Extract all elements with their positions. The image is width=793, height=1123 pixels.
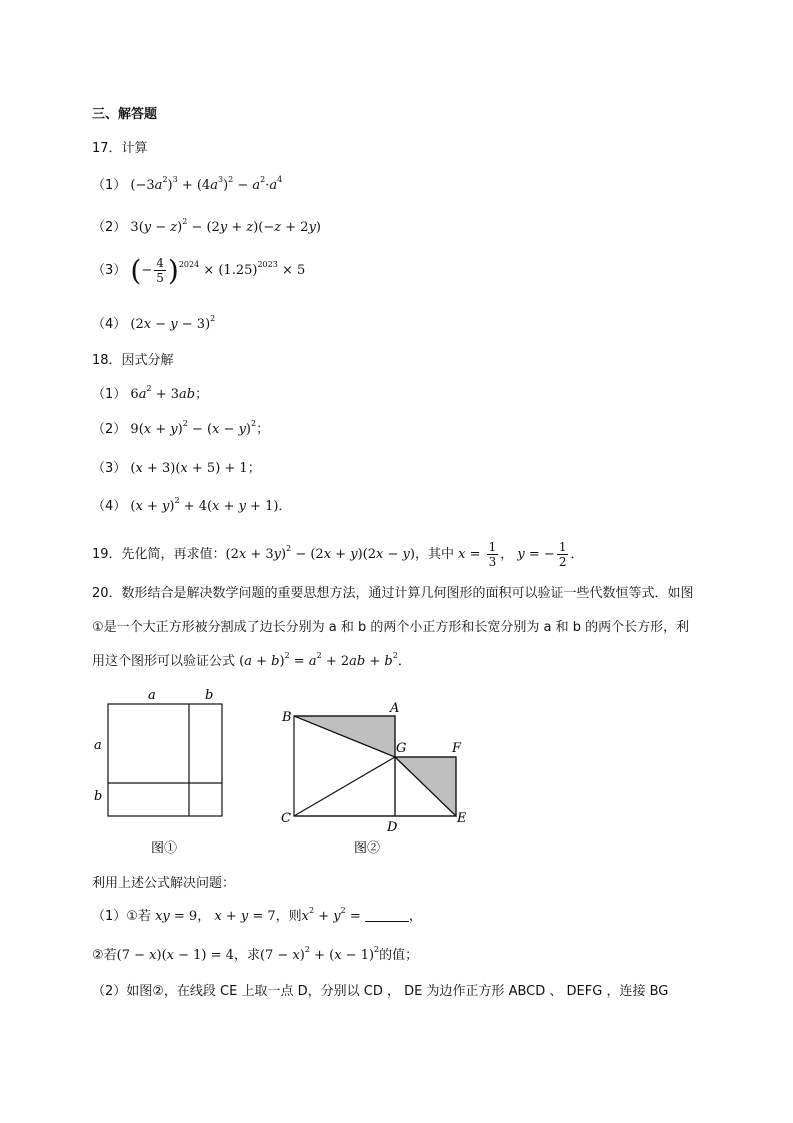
q20-use-formula: 利用上述公式解决问题： bbox=[92, 876, 236, 891]
q20-sub1-answer-blank bbox=[365, 909, 409, 922]
fig1-caption: 图① bbox=[151, 841, 178, 856]
q18-item-3-number: （3） bbox=[92, 461, 127, 476]
q20-sub1-mid: ，则 bbox=[275, 909, 302, 924]
q17-item-3 bbox=[92, 254, 305, 287]
fig2-label-g: G bbox=[396, 741, 407, 756]
fig1-label-top-b: b bbox=[205, 688, 214, 703]
q19-values: x = $\frac{1}{3}$ ， y = − $\frac{1}{2}$ bbox=[458, 540, 567, 569]
q17-item-3-expr: (− $\frac{4}{5}$ )$^{2024} \times (1.25)^{2023} \times 5$ bbox=[130, 254, 306, 287]
q20-sub1b-prefix: ②若 bbox=[92, 948, 117, 963]
q20-sub1b-given: (7 − x)(x − 1) = 4 bbox=[116, 948, 234, 963]
q17-item-2 bbox=[92, 216, 321, 235]
q20-sub1-end: ， bbox=[408, 909, 422, 924]
fig1-label-left-b: b bbox=[94, 789, 103, 804]
q17-item-4-expr: $(2x - y - 3)^2$ bbox=[130, 314, 216, 332]
q18-item-1-expr: $6a^2 + 3ab$； bbox=[130, 384, 209, 402]
q18-item-1 bbox=[92, 383, 208, 402]
q20-paragraph: 20．数形结合是解决数学问题的重要思想方法，通过计算几何图形的面积可以验证一些代数恒等式．如图①是一个大正方形被分割成了边长分别为 a 和 b 的两个小正方形和长宽分别为 a 和 b 的两个长方形，利用这个图形可以验证公式 $(a + b)^2 = a^2 + 2ab + b^2$． bbox=[92, 586, 694, 669]
q20-sub1 bbox=[92, 905, 422, 924]
q20-sub1b-end: 的值； bbox=[379, 948, 419, 963]
fig1-outer-square bbox=[108, 704, 222, 816]
q18-item-2 bbox=[92, 418, 269, 437]
q18-label: 18．因式分解 bbox=[92, 353, 174, 368]
q20-formula: $(a + b)^2 = a^2 + 2ab + b^2$ bbox=[239, 651, 398, 669]
q17-label: 17．计算 bbox=[92, 141, 148, 156]
q19-label: 19．先化简，再求值： bbox=[92, 547, 226, 562]
fig2-label-b: B bbox=[282, 710, 292, 725]
q18-item-4-expr: $(x + y)^2 + 4(x + y + 1)$． bbox=[130, 496, 292, 514]
fig1-label-left-a: a bbox=[94, 738, 102, 753]
q17-item-1 bbox=[92, 174, 282, 193]
q20-sub1-prefix: （1）①若 bbox=[92, 909, 151, 924]
q19-tail: ． bbox=[570, 547, 584, 562]
q18-item-3 bbox=[92, 457, 261, 476]
fig2-label-a: A bbox=[390, 701, 400, 716]
q18-item-3-expr: (x + 3)(x + 5) + 1； bbox=[130, 461, 261, 476]
q17-item-4 bbox=[92, 313, 215, 332]
fig2-caption: 图② bbox=[354, 841, 381, 856]
fig2-label-d: D bbox=[387, 820, 398, 835]
q17-item-4-number: （4） bbox=[92, 317, 127, 332]
q18-item-4-number: （4） bbox=[92, 499, 127, 514]
fig2-line-cg bbox=[294, 757, 395, 816]
q17-item-2-expr: $3(y - z)^2 - (2y + z)(-z + 2y)$ bbox=[130, 217, 321, 235]
q18-item-2-number: （2） bbox=[92, 422, 127, 437]
q20-sub1-ask: $x^2 + y^2$ = bbox=[301, 906, 365, 924]
q17-item-3-number: （3） bbox=[92, 263, 127, 278]
q20-sub1b bbox=[92, 944, 418, 963]
q20-sub1-given: xy = 9， x + y = 7 bbox=[155, 909, 276, 924]
q20-sub2: （2）如图②，在线段 CE 上取一点 D，分别以 CD ， DE 为边作正方形 ABCD 、 DEFG ，连接 BG bbox=[92, 984, 669, 999]
figure-2 bbox=[276, 698, 476, 861]
q17-item-1-number: （1） bbox=[92, 178, 127, 193]
q19 bbox=[92, 540, 583, 569]
figure-1 bbox=[88, 686, 238, 861]
q20-sub1b-mid: ，求 bbox=[233, 948, 260, 963]
fig2-label-c: C bbox=[281, 811, 291, 826]
q20-sub1b-ask: $(7 - x)^2 + (x - 1)^2$ bbox=[259, 945, 380, 963]
q18-item-1-number: （1） bbox=[92, 387, 127, 402]
q18-item-2-expr: $9(x + y)^2 - (x - y)^2$； bbox=[130, 419, 270, 437]
q18-item-4 bbox=[92, 495, 291, 514]
q17-item-2-number: （2） bbox=[92, 220, 127, 235]
fig2-label-f: F bbox=[452, 741, 462, 756]
section-title: 三、解答题 bbox=[92, 107, 158, 122]
fig1-label-top-a: a bbox=[148, 688, 156, 703]
q20-text: 20．数形结合是解决数学问题的重要思想方法，通过计算几何图形的面积可以验证一些代数恒等式．如图①是一个大正方形被分割成了边长分别为 a 和 b 的两个小正方形和长宽分别为 a 和 b 的两个长方形，利用这个图形可以验证公式 bbox=[92, 586, 694, 669]
q19-condition: ，其中 bbox=[414, 547, 454, 562]
fig2-label-e: E bbox=[457, 811, 467, 826]
q17-item-1-expr: $(-3a^2)^3 + (4a^3)^2 - a^2\cdot a^4$ bbox=[130, 175, 283, 193]
q19-expr: $(2x + 3y)^2 - (2x + y)(2x - y)$ bbox=[225, 544, 415, 562]
